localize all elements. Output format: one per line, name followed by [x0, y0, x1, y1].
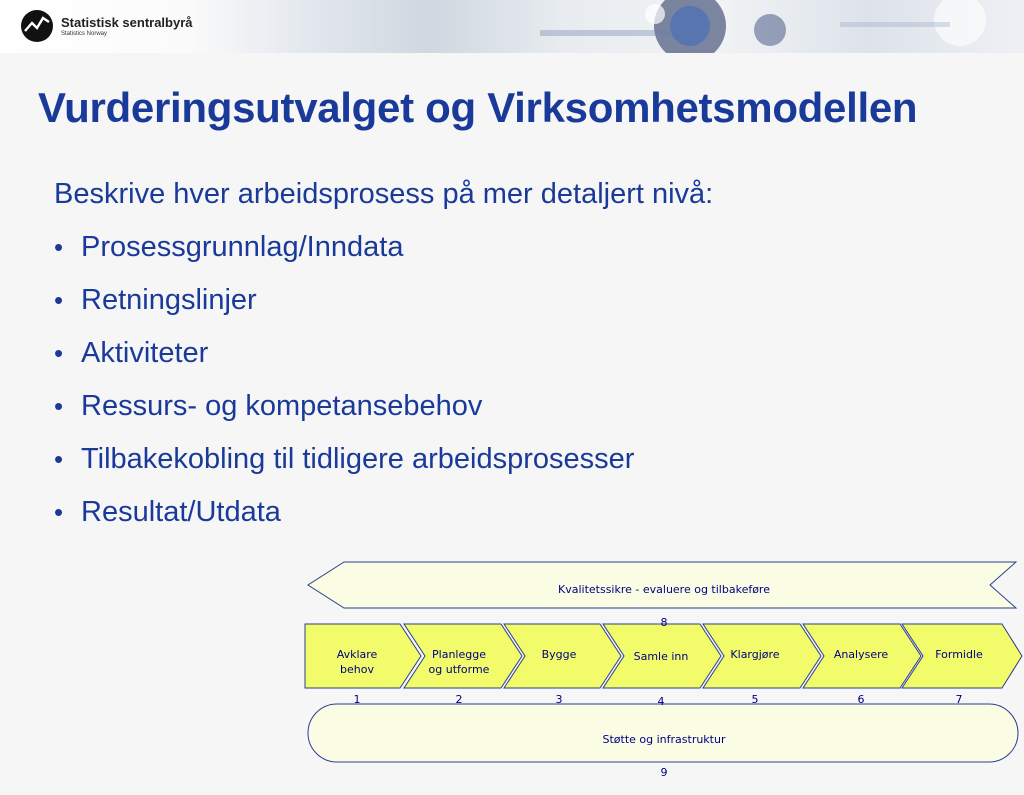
- bullet-text: Tilbakekobling til tidligere arbeidsprosesser: [81, 443, 635, 475]
- bullet-text: Retningslinjer: [81, 284, 257, 316]
- step-3-text: Bygge: [541, 648, 577, 661]
- step-2-number: 2: [455, 693, 463, 706]
- logo-subtitle: Statistics Norway: [61, 30, 108, 37]
- bullet-text: Resultat/Utdata: [81, 496, 281, 528]
- logo-name: Statistisk sentralbyrå: [61, 14, 193, 30]
- quality-band-number: 8: [660, 616, 668, 629]
- step-4-number: 4: [657, 695, 665, 708]
- step-5-label: [710, 632, 800, 722]
- bullet-dot: •: [54, 338, 64, 368]
- step-1-number: 1: [353, 693, 361, 706]
- step-6-text: Analysere: [833, 648, 889, 661]
- slide-title: Vurderingsutvalget og Virksomhetsmodellen: [38, 84, 918, 131]
- bullet-dot: •: [54, 444, 64, 474]
- step-6-label: [816, 632, 906, 722]
- quality-band-text: Kvalitetssikre - evaluere og tilbakeføre: [558, 583, 770, 596]
- step-4-label: [616, 634, 706, 724]
- step-3-label: [514, 632, 604, 722]
- bullet-dot: •: [54, 391, 64, 421]
- bullet-text: Prosessgrunnlag/Inndata: [81, 231, 404, 263]
- step-4-text: Samle inn: [633, 650, 689, 663]
- step-7-number: 7: [955, 693, 963, 706]
- step-1-text: Avklare behov: [336, 648, 378, 676]
- step-7-label: [914, 632, 1004, 722]
- step-1-label: [312, 632, 402, 722]
- step-5-number: 5: [751, 693, 759, 706]
- support-band-number: 9: [660, 766, 668, 779]
- bullet-text: Ressurs- og kompetansebehov: [81, 390, 483, 422]
- step-2-text: Planlegge og utforme: [428, 648, 490, 676]
- bullet-dot: •: [54, 285, 64, 315]
- bullet-dot: •: [54, 232, 64, 262]
- slide-intro: Beskrive hver arbeidsprosess på mer detaljert nivå:: [54, 178, 714, 210]
- support-band-label: [344, 717, 984, 795]
- step-3-number: 3: [555, 693, 563, 706]
- bullet-text: Aktiviteter: [81, 337, 209, 369]
- bullet-dot: •: [54, 497, 64, 527]
- step-5-text: Klargjøre: [730, 648, 780, 661]
- step-2-label: [414, 632, 504, 722]
- support-band-text: Støtte og infrastruktur: [602, 733, 726, 746]
- step-6-number: 6: [857, 693, 865, 706]
- step-7-text: Formidle: [935, 648, 983, 661]
